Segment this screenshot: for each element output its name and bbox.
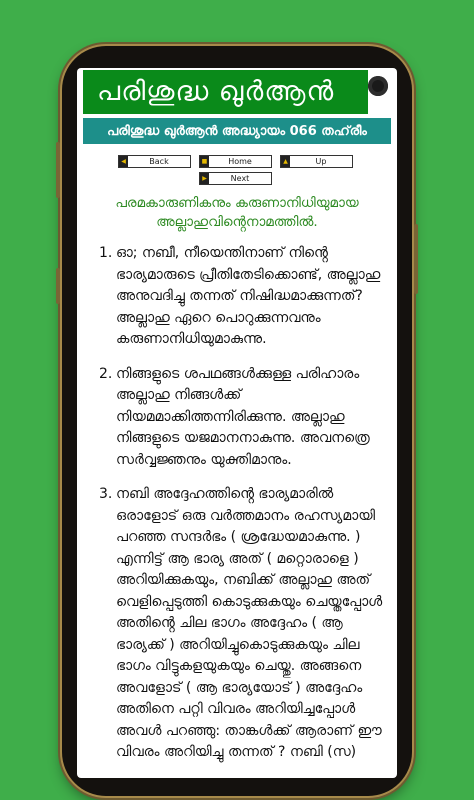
up-button[interactable] xyxy=(280,155,353,168)
verse-text: ഓ; നബീ, നീയെന്തിനാണ് നിൻ്റെ ഭാര്യമാരുടെ പ്രീതിതേടിക്കൊണ്ട്, അല്ലാഹു അനുവദിച്ചു തന്നത് നിഷിദ്ധമാക്കുന്നത്? അല്ലാഹു ഏറെ പൊറുക്കുന്നവനും കരുണാനിധിയുമാകുന്നു. xyxy=(116,245,381,347)
verse-item xyxy=(99,364,386,472)
verse-number: 1. xyxy=(99,245,113,261)
up-button-label: Up xyxy=(315,157,327,166)
verse-text: നബി അദ്ദേഹത്തിൻ്റെ ഭാര്യമാരിൽ ഒരാളോട് ഒരു വർത്തമാനം രഹസ്യമായി പറഞ്ഞ സന്ദർഭം ( ശ്രദ്ധേയമാകുന്നു. ) എന്നിട്ട് ആ ഭാര്യ അത് ( മറ്റൊരാളെ ) അറിയിക്കുകയും, നബിക്ക് അല്ലാഹു അത് വെളിപ്പെടുത്തി കൊടുക്കുകയും ചെയ്തപ്പോൾ അതിൻ്റെ ചില ഭാഗം അദ്ദേഹം ( ആ ഭാര്യക്ക് ) അറിയിച്ചുകൊടുക്കുകയും ചില ഭാഗം വിട്ടുകളയുകയും ചെയ്തു. അങ്ങനെ അവളോട് ( ആ ഭാര്യയോട് ) അദ്ദേഹം അതിനെ പറ്റി വിവരം അറിയിച്ചപ്പോൾ അവൾ പറഞ്ഞു: താങ്കൾക്ക് ആരാണ് ഈ വിവരം അറിയിച്ചു തന്നത് ? നബി (സ) xyxy=(116,486,383,760)
next-button[interactable] xyxy=(199,172,272,185)
bixby-button xyxy=(56,268,60,304)
app-title: പരിശുദ്ധ ഖുർആൻ xyxy=(97,76,335,107)
volume-button xyxy=(56,142,60,198)
app-screen xyxy=(77,68,397,778)
front-camera-icon xyxy=(368,76,388,96)
verse-item xyxy=(99,484,386,764)
verse-list xyxy=(99,243,386,777)
home-button[interactable] xyxy=(199,155,272,168)
home-square-icon: ■ xyxy=(201,158,208,165)
verse-text: നിങ്ങളുടെ ശപഥങ്ങൾക്കുള്ള പരിഹാരം അല്ലാഹു നിങ്ങൾക്ക് നിയമമാക്കിത്തന്നിരിക്കുന്നു. അല്ലാഹു നിങ്ങളുടെ യജമാനനാകുന്നു. അവനത്രെ സർവ്വജ്ഞനും യുക്തിമാനും. xyxy=(116,365,370,468)
back-button-label: Back xyxy=(149,157,169,166)
chapter-heading-bar xyxy=(83,118,391,144)
bismillah-invocation: പരമകാരുണികനും കരുണാനിധിയുമായ അല്ലാഹുവിൻ്റെനാമത്തിൽ. xyxy=(115,195,359,230)
home-button-label: Home xyxy=(228,157,252,166)
power-button xyxy=(414,224,418,294)
back-button[interactable] xyxy=(118,155,191,168)
verse-number: 2. xyxy=(99,365,113,382)
next-button-label: Next xyxy=(230,174,250,183)
chapter-heading: പരിശുദ്ധ ഖുർആൻ അദ്ധ്യായം 066 തഹ്‌രീം xyxy=(107,123,367,139)
phone-frame xyxy=(62,46,412,796)
arrow-left-icon: ◀ xyxy=(119,156,128,167)
verse-number: 3. xyxy=(99,486,113,502)
verse-item xyxy=(99,243,386,351)
arrow-right-icon: ▶ xyxy=(200,173,209,184)
app-title-bar xyxy=(83,70,368,114)
arrow-up-icon: ▲ xyxy=(281,156,290,167)
